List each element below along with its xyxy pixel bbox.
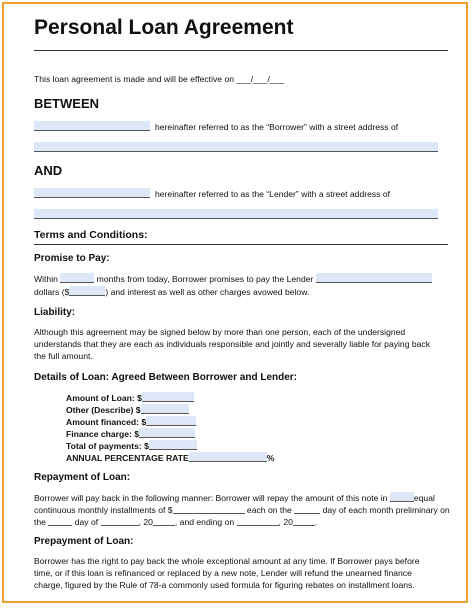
finance-charge-field[interactable] [139,428,195,438]
start-day-field[interactable] [48,516,72,526]
lender-address-field[interactable] [34,209,438,219]
end-date-field[interactable] [237,516,279,526]
prepayment-line: time, or if this loan is refinanced or replaced by a new note, Lender will refund the unearned finance [34,568,412,578]
promise-line-2: dollars ($ ) and interest as well as other charges avowed below. [34,287,310,297]
title-rule [34,50,448,51]
detail-item: Total of payments: $ [66,440,197,451]
detail-item: Other (Describe) $ [66,404,189,415]
repayment-line-2: continuous monthly installments of $ each on the day of each month preliminary on [34,505,450,515]
amount-of-loan-field[interactable] [142,392,194,402]
promise-heading: Promise to Pay: [34,253,110,264]
borrower-name-field[interactable] [34,121,150,131]
borrower-address-field[interactable] [34,142,438,152]
lender-name-field[interactable] [34,188,150,198]
and-heading: AND [34,163,63,178]
detail-item: Finance charge: $ [66,428,195,439]
detail-item: Amount of Loan: $ [66,392,194,403]
document-page [2,2,468,603]
detail-item: Amount financed: $ [66,416,196,427]
other-describe-field[interactable] [141,404,189,414]
installments-count-field[interactable] [390,492,414,502]
effective-date-field[interactable]: ___/___/___ [236,74,285,84]
start-year-field[interactable] [153,516,175,526]
terms-rule [34,244,448,245]
document-title: Personal Loan Agreement [34,16,294,39]
amount-financed-field[interactable] [146,416,196,426]
promise-line-1: Within months from today, Borrower promises to pay the Lender [34,273,432,284]
repayment-line-3: the day of , 20 , and ending on , 20 . [34,517,318,527]
payment-day-field[interactable] [294,504,320,514]
details-heading: Details of Loan: Agreed Between Borrower and Lender: [34,372,298,383]
start-month-field[interactable] [101,516,139,526]
apr-field[interactable] [189,452,267,462]
prepayment-line: Borrower has the right to pay back the whole exceptional amount at any time. If Borrower pays before [34,556,420,566]
repayment-heading: Repayment of Loan: [34,472,131,483]
repayment-line-1: Borrower will pay back in the following manner: Borrower will repay the amount of this note in equal [34,493,435,503]
effective-line: This loan agreement is made and will be effective on ___/___/___ [34,74,285,84]
liability-heading: Liability: [34,307,76,318]
liability-line: Although this agreement may be signed below by more than one person, each of the undersigned [34,327,406,337]
prepayment-heading: Prepayment of Loan: [34,536,134,547]
end-year-field[interactable] [293,516,315,526]
terms-heading: Terms and Conditions: [34,229,148,241]
between-heading: BETWEEN [34,96,99,111]
total-payments-field[interactable] [149,440,197,450]
dollars-field[interactable] [69,286,105,296]
lender-text: hereinafter referred to as the “Lender” with a street address of [155,189,391,199]
prepayment-line: charge, figured by the Rule of 78-a commonly used formula for figuring rebates on installment loans. [34,580,415,590]
lender-amount-words-field[interactable] [316,273,432,283]
months-field[interactable] [60,273,94,283]
borrower-text: hereinafter referred to as the “Borrower” with a street address of [155,122,399,132]
liability-line: understands that they are each as individuals responsible and jointly and severally liable for paying back [34,339,431,349]
liability-line: the full amount. [34,351,93,361]
detail-item: ANNUAL PERCENTAGE RATE % [66,453,275,463]
installment-amount-field[interactable] [173,504,245,514]
